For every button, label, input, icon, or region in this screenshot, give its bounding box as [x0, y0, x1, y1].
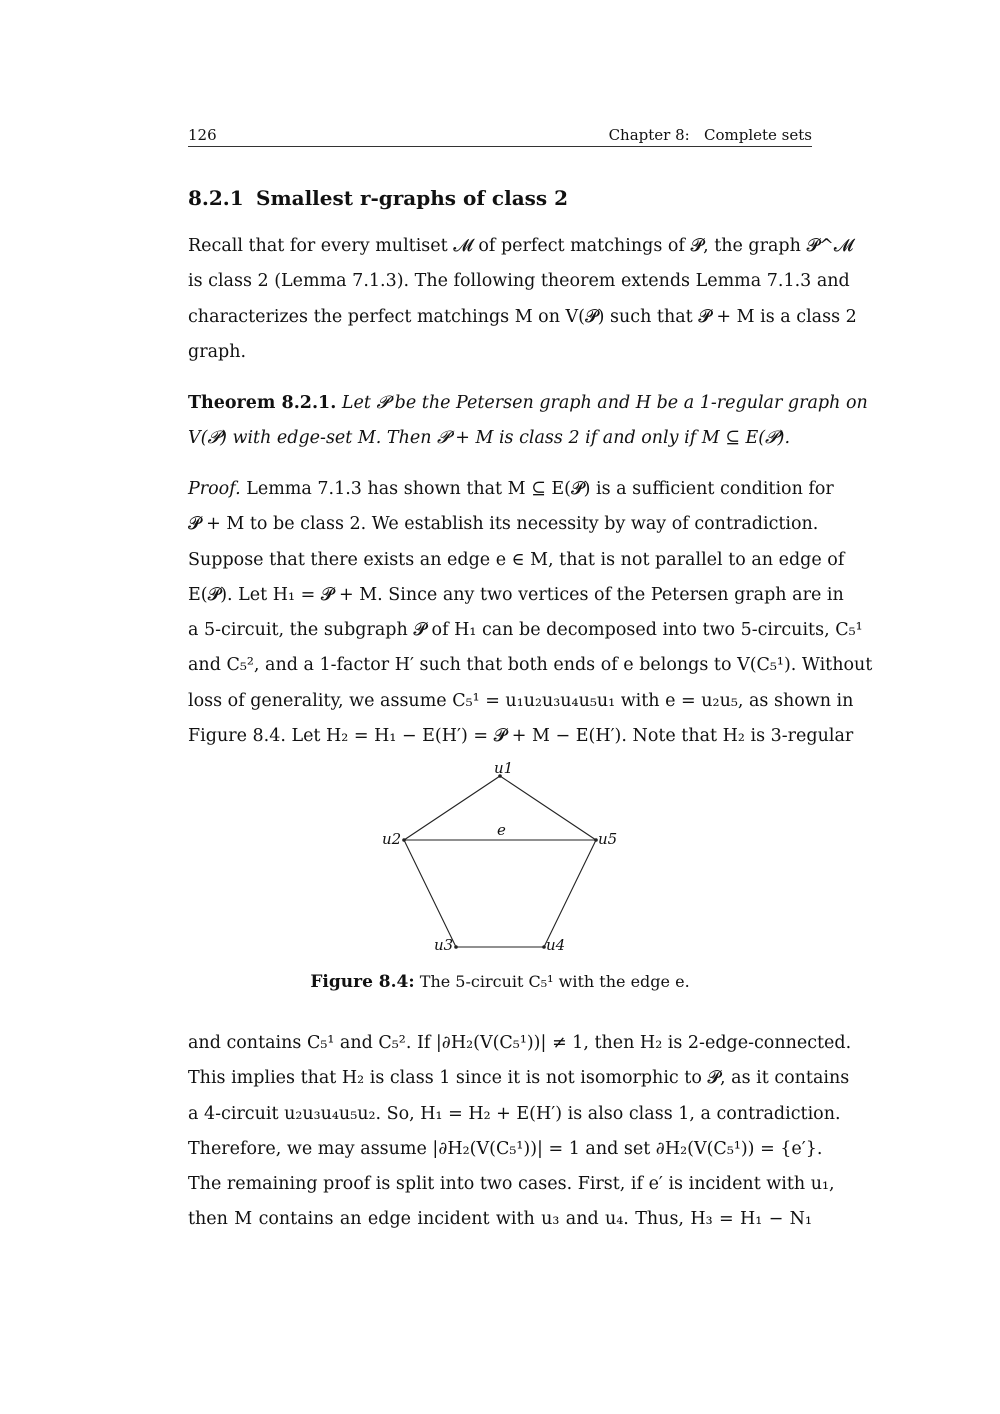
intro-paragraph: [188, 229, 857, 370]
theorem-line-2: V(𝓟) with edge-set M. Then 𝓟 + M is class 2 if and only if M ⊆ E(𝓟).: [188, 428, 791, 449]
label-e: e: [497, 821, 506, 839]
edge-u1-u2: [404, 776, 500, 840]
section-heading: [188, 186, 568, 210]
theorem-label: Theorem 8.2.1.: [188, 393, 337, 413]
proof-line-5: a 5-circuit, the subgraph 𝓟 of H₁ can be decomposed into two 5-circuits, C₅¹: [188, 620, 863, 641]
running-header: [188, 126, 812, 147]
section-title-text: Smallest r-graphs of class 2: [256, 186, 569, 210]
theorem-line-1: [188, 386, 868, 421]
figure-caption: [0, 972, 1000, 992]
chapter-title: Chapter 8: Complete sets: [608, 126, 812, 144]
edge-u1-u5: [500, 776, 596, 840]
proof-text-1: Lemma 7.1.3 has shown that M ⊆ E(𝓟) is a sufficient condition for: [246, 479, 834, 499]
proof-line-3: Suppose that there exists an edge e ∈ M, that is not parallel to an edge of: [188, 549, 845, 570]
intro-line-3: characterizes the perfect matchings M on V(𝓟) such that 𝓟 + M is a class 2: [188, 306, 857, 327]
cont-line-2: This implies that H₂ is class 1 since it is not isomorphic to 𝓟, as it contains: [188, 1068, 850, 1089]
cont-line-4: Therefore, we may assume |∂H₂(V(C₅¹))| = 1 and set ∂H₂(V(C₅¹)) = {e′}.: [188, 1138, 823, 1159]
proof-line-4: E(𝓟). Let H₁ = 𝓟 + M. Since any two vertices of the Petersen graph are in: [188, 584, 844, 605]
proof-label: Proof.: [188, 479, 241, 499]
label-u3: u3: [434, 936, 454, 954]
proof-line-1: [188, 472, 834, 507]
intro-line-1: Recall that for every multiset 𝓜 of perfect matchings of 𝓟, the graph 𝓟^𝓜: [188, 236, 854, 256]
proof-line-2: 𝓟 + M to be class 2. We establish its necessity by way of contradiction.: [188, 514, 819, 535]
proof-paragraph: [188, 472, 873, 754]
section-number: 8.2.1: [188, 186, 244, 210]
label-u5: u5: [598, 830, 618, 848]
caption-text: The 5-circuit C₅¹ with the edge e.: [419, 972, 690, 991]
intro-line-4: graph.: [188, 341, 247, 362]
edge-u4-u5: [544, 840, 596, 947]
vertex-u3: [454, 945, 458, 949]
cont-line-3: a 4-circuit u₂u₃u₄u₅u₂. So, H₁ = H₂ + E(H′) is also class 1, a contradiction.: [188, 1103, 841, 1124]
vertex-u2: [402, 838, 406, 842]
proof-line-6: and C₅², and a 1-factor H′ such that both ends of e belongs to V(C₅¹). Without: [188, 655, 873, 676]
pentagon-figure: [360, 756, 640, 956]
continuation-paragraph: [188, 1026, 852, 1238]
cont-line-1: and contains C₅¹ and C₅². If |∂H₂(V(C₅¹))| ≠ 1, then H₂ is 2-edge-connected.: [188, 1033, 852, 1053]
intro-line-2: is class 2 (Lemma 7.1.3). The following theorem extends Lemma 7.1.3 and: [188, 271, 850, 292]
cont-line-6: then M contains an edge incident with u₃ and u₄. Thus, H₃ = H₁ − N₁: [188, 1209, 812, 1230]
label-u2: u2: [382, 830, 402, 848]
theorem-block: [188, 386, 868, 457]
proof-line-7: loss of generality, we assume C₅¹ = u₁u₂u₃u₄u₅u₁ with e = u₂u₅, as shown in: [188, 690, 854, 711]
cont-line-5: The remaining proof is split into two cases. First, if e′ is incident with u₁,: [188, 1174, 835, 1195]
theorem-text-1: Let 𝓟 be the Petersen graph and H be a 1-regular graph on: [341, 393, 868, 413]
edge-u2-u3: [404, 840, 456, 947]
label-u1: u1: [494, 759, 514, 777]
label-u4: u4: [546, 936, 566, 954]
proof-line-8: Figure 8.4. Let H₂ = H₁ − E(H′) = 𝓟 + M − E(H′). Note that H₂ is 3-regular: [188, 726, 854, 747]
page-number: 126: [188, 126, 217, 144]
caption-label: Figure 8.4:: [310, 972, 415, 992]
